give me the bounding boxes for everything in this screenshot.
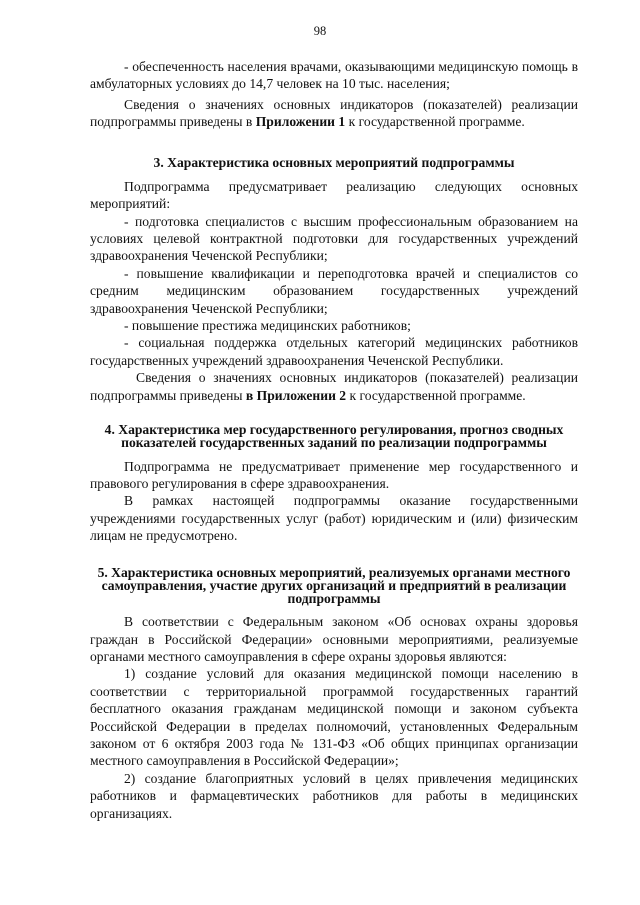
section-3-heading: 3. Характеристика основных мероприятий подпрограммы <box>153 154 515 170</box>
section-5-heading: 5. Характеристика основных мероприятий, реализуемых органами местного самоуправления, участие других организаций и предприятий в реализации подпрограммы <box>97 564 571 606</box>
section-5-paragraph-2: 1) создание условий для оказания медицинской помощи населению в соответствии с территориальной программой государственных гарантий бесплатного оказания гражданам медицинской помощи и законом субъекта Российской Федерации в пределах полномочий, установленных Федеральным законом от 6 октября 2003 года № 131-ФЗ «Об общих принципах организации местного самоуправления в Российской Федерации»; <box>90 666 578 769</box>
intro-paragraph-1: - обеспеченность населения врачами, оказывающими медицинскую помощь в амбулаторных условиях до 14,7 человек на 10 тыс. населения; <box>90 59 578 92</box>
section-4-paragraph-2: В рамках настоящей подпрограммы оказание государственными учреждениями государственных услуг (работ) юридическим и (или) физическим лицам не предусмотрено. <box>90 493 578 544</box>
section-3-item-2: - повышение квалификации и переподготовка врачей и специалистов со средним медицинским образованием государственных учреждений здравоохранения Чеченской Республики; <box>90 265 578 316</box>
intro-p2-tail: к государственной программе. <box>345 114 525 130</box>
section-3-item-4: - социальная поддержка отдельных категорий медицинских работников государственных учреждений здравоохранения Чеченской Республики. <box>90 335 578 368</box>
section-4-paragraph-1: Подпрограмма не предусматривает применение мер государственного и правового регулирования в сфере здравоохранения. <box>90 458 578 491</box>
section-3-closing-text: Сведения о значениях основных индикаторов (показателей) реализации подпрограммы приведены <box>90 370 578 403</box>
section-3-closing-tail: к государственной программе. <box>346 387 526 403</box>
intro-paragraph-2 <box>90 96 578 131</box>
section-5-paragraph-1: В соответствии с Федеральным законом «Об основах охраны здоровья граждан в Российской Федерации» основными мероприятиями, реализуемые органами местного самоуправления в сфере охраны здоровья являются: <box>90 614 578 664</box>
document-body <box>90 58 578 822</box>
intro-p2-appendix-ref: Приложении 1 <box>255 114 346 130</box>
section-3-paragraph-1: Подпрограмма предусматривает реализацию следующих основных мероприятий: <box>90 178 578 212</box>
section-5-paragraph-3: 2) создание благоприятных условий в целях привлечения медицинских работников и фармацевтических работников для работы в медицинских организациях. <box>90 770 578 821</box>
section-3-closing <box>90 369 578 404</box>
page-number: 98 <box>313 24 327 38</box>
section-3-item-3: - повышение престижа медицинских работников; <box>124 318 411 334</box>
section-3-item-1: - подготовка специалистов с высшим профессиональным образованием на условиях целевой контрактной подготовки для государственных учреждений здравоохранения Чеченской Республики; <box>90 213 578 264</box>
section-3-appendix-ref: в Приложении 2 <box>245 387 347 403</box>
intro-p2-text: Сведения о значениях основных индикаторов (показателей) реализации подпрограммы приведены в <box>90 96 578 130</box>
section-4-heading: 4. Характеристика мер государственного регулирования, прогноз сводных показателей государственных заданий по реализации подпрограммы <box>104 422 564 451</box>
